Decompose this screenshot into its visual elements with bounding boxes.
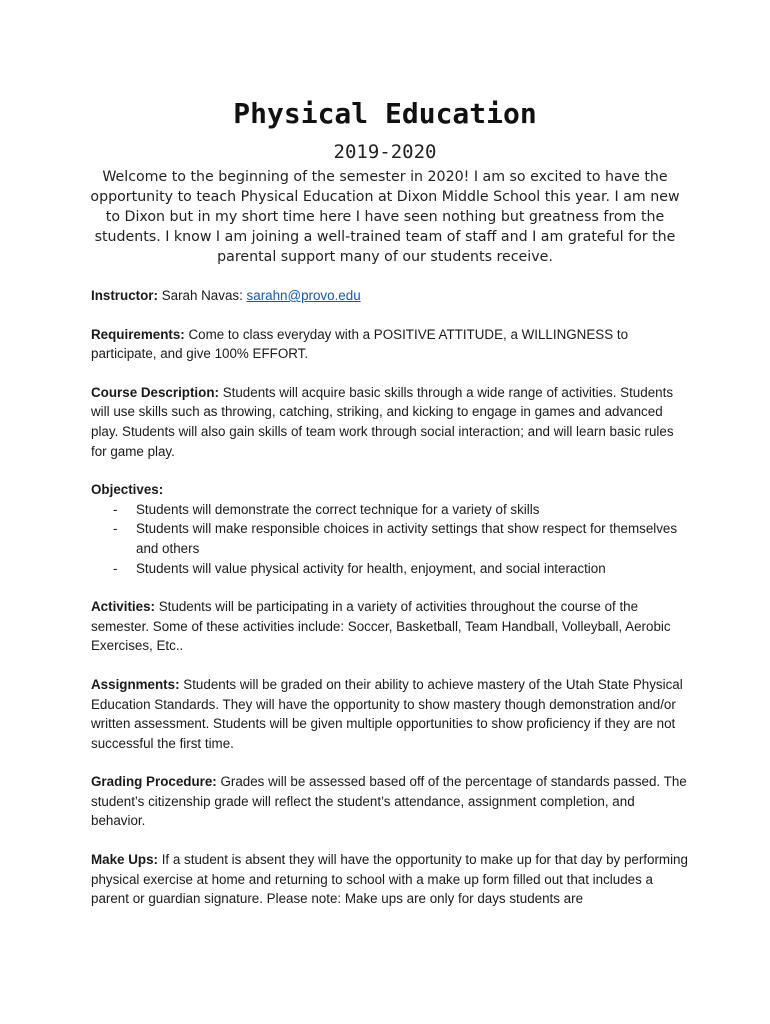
instructor-email-link[interactable]: sarahn@provo.edu bbox=[246, 288, 361, 303]
objective-item bbox=[91, 519, 691, 558]
syllabus-body bbox=[91, 286, 691, 928]
assignments-text: Students will be graded on their ability to achieve mastery of the Utah State Physical Education Standards. They will have the opportunity to show mastery though demonstration and/or written assessment. Students will be given multiple opportunities to show proficiency if they are not successful the first time. bbox=[91, 676, 683, 751]
activities-label: Activities: bbox=[91, 599, 155, 615]
activities-section bbox=[91, 597, 691, 656]
objective-item bbox=[91, 500, 691, 520]
page-title: Physical Education bbox=[233, 97, 537, 130]
requirements-section bbox=[91, 325, 691, 364]
grading-label: Grading Procedure: bbox=[91, 774, 217, 790]
requirements-label: Requirements: bbox=[91, 326, 185, 342]
list-dash: - bbox=[113, 521, 118, 537]
list-dash: - bbox=[113, 560, 118, 576]
instructor-label: Instructor: bbox=[91, 288, 158, 303]
list-dash: - bbox=[113, 501, 118, 517]
instructor-section bbox=[91, 286, 691, 306]
objectives-section bbox=[91, 480, 691, 578]
objectives-label: Objectives: bbox=[91, 482, 164, 498]
objective-text: Students will make responsible choices in activity settings that show respect for themselves and others bbox=[136, 521, 678, 556]
course-description-label: Course Description: bbox=[91, 384, 219, 400]
course-description-text: Students will acquire basic skills through a wide range of activities. Students will use skills such as throwing, catching, striking, and kicking to engage in games and advanced play. Students will also gain skills of team work through social interaction; and will learn basic rules for game play. bbox=[91, 384, 674, 459]
grading-section bbox=[91, 772, 691, 831]
course-description-section bbox=[91, 383, 691, 461]
makeups-section bbox=[91, 850, 691, 909]
activities-text: Students will be participating in a variety of activities throughout the course of the semester. Some of these activities include: Soccer, Basketball, Team Handball, Volleyball, Aerobic Exercises, Etc.. bbox=[91, 599, 671, 654]
objective-text: Students will value physical activity for health, enjoyment, and social interaction bbox=[136, 560, 606, 576]
objective-item bbox=[91, 559, 691, 579]
assignments-section bbox=[91, 675, 691, 753]
assignments-label: Assignments: bbox=[91, 676, 180, 692]
makeups-label: Make Ups: bbox=[91, 852, 158, 868]
welcome-message: Welcome to the beginning of the semester in 2020! I am so excited to have the opportunity to teach Physical Education at Dixon Middle School this year. I am new to Dixon but in my short time here I have seen nothing but greatness from the students. I know I am joining a well-trained team of staff and I am grateful for the parental support many of our students receive. bbox=[90, 169, 680, 265]
instructor-text: Sarah Navas: bbox=[157, 288, 247, 303]
objective-text: Students will demonstrate the correct technique for a variety of skills bbox=[136, 501, 540, 517]
school-year: 2019-2020 bbox=[333, 141, 437, 163]
makeups-text: If a student is absent they will have the opportunity to make up for that day by performing physical exercise at home and returning to school with a make up form filled out that includes a parent or guardian signature. Please note: Make ups are only for days students are bbox=[91, 852, 688, 907]
objectives-list bbox=[91, 500, 691, 578]
requirements-text: Come to class everyday with a POSITIVE ATTITUDE, a WILLINGNESS to participate, and give 100% EFFORT. bbox=[91, 326, 629, 362]
grading-text: Grades will be assessed based off of the percentage of standards passed. The student’s citizenship grade will reflect the student’s attendance, assignment completion, and behavior. bbox=[91, 774, 687, 829]
